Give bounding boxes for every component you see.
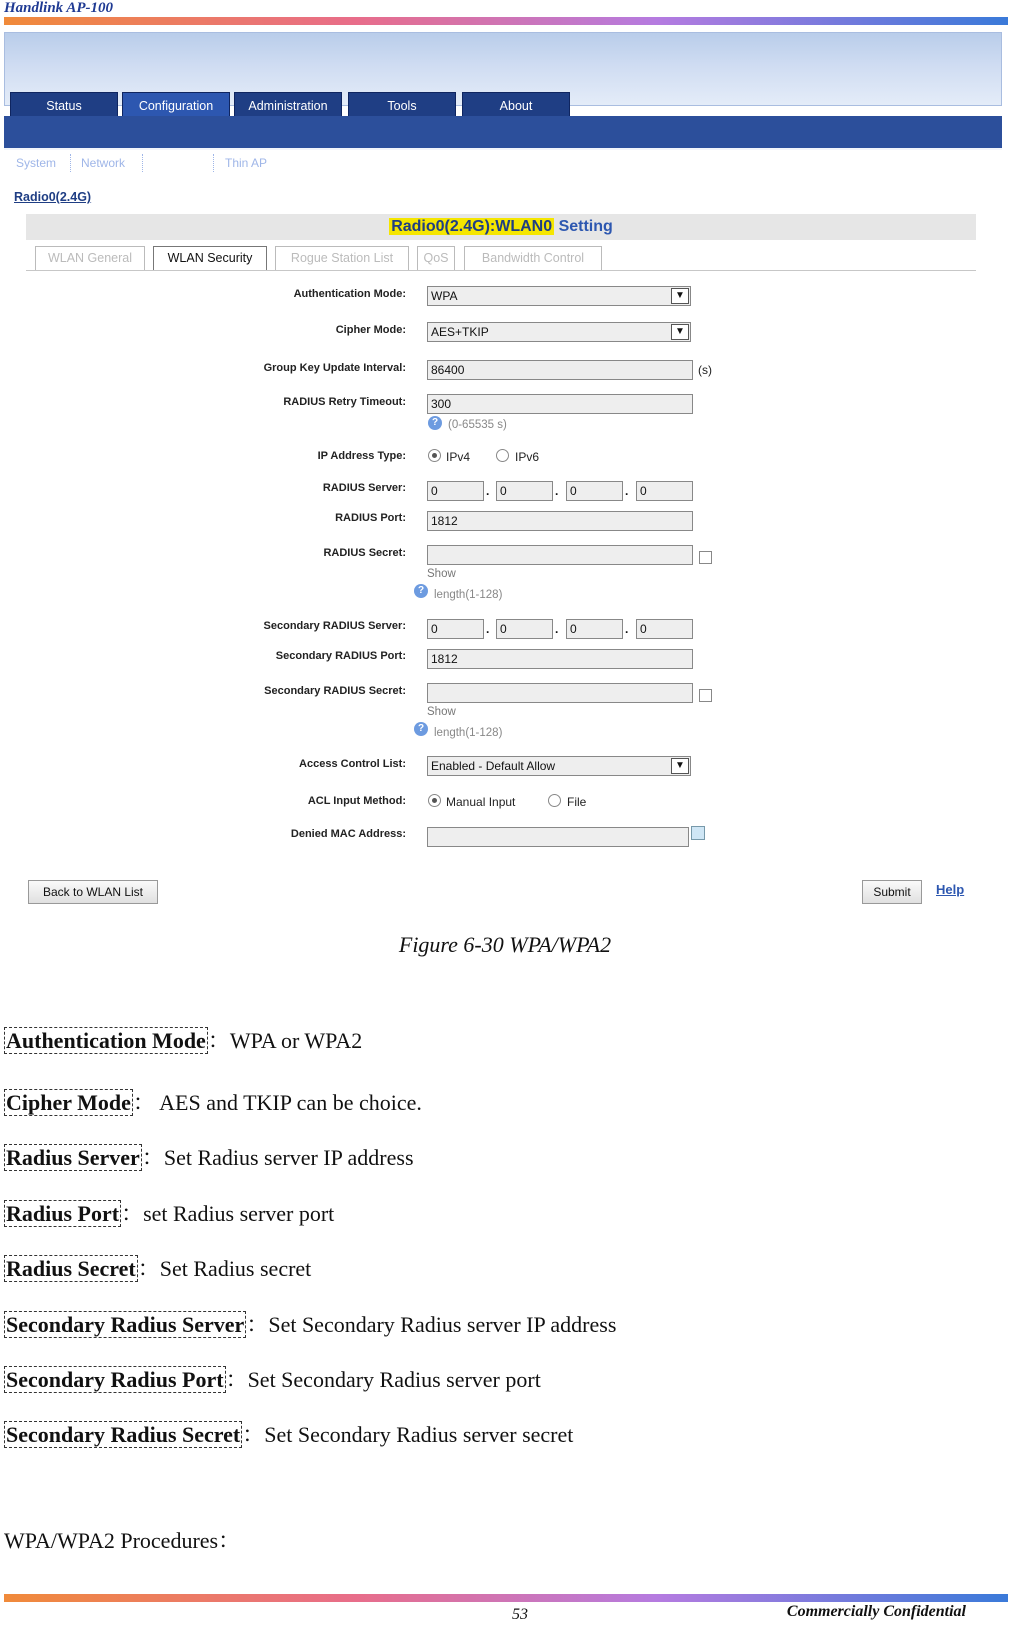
- sec-radius-server-octet-4[interactable]: 0: [636, 619, 693, 639]
- sec-radius-server-octet-2[interactable]: 0: [496, 619, 553, 639]
- definition-term: Secondary Radius Port: [6, 1367, 224, 1392]
- sub-nav: [4, 116, 1002, 148]
- acl-input-method-label: ACL Input Method:: [307, 795, 406, 807]
- group-key-unit: (s): [698, 363, 712, 377]
- chevron-down-icon: ▼: [671, 288, 689, 304]
- help-icon: ?: [414, 722, 428, 736]
- nav-tab-tools[interactable]: Tools: [348, 92, 456, 118]
- back-to-wlan-list-button[interactable]: Back to WLAN List: [28, 880, 158, 904]
- ip-dot: .: [625, 484, 629, 498]
- ip-type-label: IP Address Type:: [317, 450, 406, 462]
- help-link[interactable]: Help: [936, 882, 965, 897]
- sec-radius-server-octet-1[interactable]: 0: [427, 619, 484, 639]
- definition-term: Authentication Mode: [6, 1028, 206, 1053]
- definition-desc: ：Set Secondary Radius server port: [225, 1367, 541, 1392]
- footer-confidential: Commercially Confidential: [786, 1603, 966, 1620]
- acl-select[interactable]: [427, 756, 691, 776]
- sub-nav-wireless[interactable]: Wireless: [153, 156, 203, 170]
- sub-nav-network[interactable]: Network: [81, 156, 126, 170]
- sec-radius-secret-hint: length(1-128): [434, 727, 503, 739]
- chevron-down-icon: ▼: [671, 324, 689, 340]
- manual-input-radio[interactable]: [428, 794, 441, 807]
- help-icon: ?: [428, 416, 442, 430]
- definition-term: Radius Server: [6, 1145, 140, 1170]
- sec-radius-secret-show-checkbox[interactable]: [699, 689, 712, 702]
- definition-row: [4, 1197, 334, 1228]
- definition-desc: ：WPA or WPA2: [207, 1028, 363, 1053]
- tab-divider: [26, 270, 976, 271]
- file-radio[interactable]: [548, 794, 561, 807]
- show-label: Show: [427, 568, 456, 580]
- acl-value: Enabled - Default Allow: [431, 759, 556, 773]
- radius-port-label: RADIUS Port:: [335, 512, 406, 524]
- definition-row: [4, 1024, 362, 1055]
- subtab-bandwidth-control[interactable]: Bandwidth Control: [464, 246, 602, 271]
- breadcrumb-radio[interactable]: Radio0(2.4G): [14, 190, 92, 204]
- sub-nav-separator: [213, 154, 214, 172]
- definition-desc: ：Set Radius server IP address: [141, 1145, 414, 1170]
- panel-title-highlight: Radio0(2.4G):WLAN0: [391, 218, 553, 235]
- ipv6-radio[interactable]: [496, 449, 509, 462]
- sub-nav-system[interactable]: System: [16, 156, 57, 170]
- document-header-title: Handlink AP-100: [4, 0, 114, 16]
- ip-dot: .: [555, 622, 559, 636]
- chevron-down-icon: ▼: [671, 758, 689, 774]
- radius-port-input[interactable]: 1812: [427, 511, 693, 531]
- auth-mode-value: WPA: [431, 289, 458, 303]
- definition-row: [4, 1418, 573, 1449]
- page-number: 53: [512, 1606, 528, 1623]
- radius-server-octet-2[interactable]: 0: [496, 481, 553, 501]
- nav-tab-about[interactable]: About: [462, 92, 570, 118]
- footer-divider-bar: [4, 1594, 1008, 1602]
- radius-server-octet-4[interactable]: 0: [636, 481, 693, 501]
- cipher-mode-value: AES+TKIP: [431, 325, 489, 339]
- cipher-mode-label: Cipher Mode:: [335, 324, 406, 336]
- cipher-mode-select[interactable]: [427, 322, 691, 342]
- show-label: Show: [427, 706, 456, 718]
- definition-term: Radius Secret: [6, 1256, 136, 1281]
- radius-server-label: RADIUS Server:: [322, 482, 406, 494]
- definition-term: Secondary Radius Server: [6, 1312, 245, 1337]
- definition-desc: ：Set Secondary Radius server secret: [242, 1422, 574, 1447]
- radius-server-octet-1[interactable]: 0: [427, 481, 484, 501]
- help-icon: ?: [414, 584, 428, 598]
- definition-desc: ：Set Radius secret: [137, 1256, 312, 1281]
- definition-row: [4, 1252, 311, 1283]
- manual-input-label: Manual Input: [446, 795, 516, 809]
- definition-term: Secondary Radius Secret: [6, 1422, 241, 1447]
- group-key-input[interactable]: 86400: [427, 360, 693, 380]
- sec-radius-port-label: Secondary RADIUS Port:: [275, 650, 406, 662]
- submit-button[interactable]: Submit: [862, 880, 922, 904]
- radius-secret-show-checkbox[interactable]: [699, 551, 712, 564]
- radius-retry-hint: (0-65535 s): [448, 419, 507, 431]
- sec-radius-secret-label: Secondary RADIUS Secret:: [264, 685, 406, 697]
- acl-label: Access Control List:: [299, 758, 406, 770]
- radius-retry-input[interactable]: 300: [427, 394, 693, 414]
- definition-desc: ：Set Secondary Radius server IP address: [246, 1312, 617, 1337]
- file-label: File: [567, 795, 587, 809]
- procedures-heading: WPA/WPA2 Procedures：: [4, 1528, 241, 1553]
- ipv4-label: IPv4: [446, 450, 471, 464]
- nav-tab-status[interactable]: Status: [10, 92, 118, 118]
- sec-radius-server-octet-3[interactable]: 0: [566, 619, 623, 639]
- definition-row: [4, 1141, 414, 1172]
- subtab-qos[interactable]: QoS: [417, 246, 455, 271]
- denied-mac-label: Denied MAC Address:: [290, 828, 406, 840]
- figure-caption: Figure 6-30 WPA/WPA2: [398, 932, 612, 957]
- ipv4-radio[interactable]: [428, 449, 441, 462]
- definition-row: [4, 1363, 541, 1394]
- subtab-rogue-station-list[interactable]: Rogue Station List: [275, 246, 409, 271]
- definition-row: [4, 1086, 422, 1117]
- nav-tab-configuration[interactable]: Configuration: [122, 92, 230, 118]
- radius-secret-hint: length(1-128): [434, 589, 503, 601]
- sub-nav-separator: [70, 154, 71, 172]
- definition-desc: ： AES and TKIP can be choice.: [132, 1090, 422, 1115]
- radius-secret-label: RADIUS Secret:: [323, 547, 406, 559]
- sec-radius-port-input[interactable]: 1812: [427, 649, 693, 669]
- radius-retry-label: RADIUS Retry Timeout:: [283, 396, 406, 408]
- panel-title-rest: Setting: [558, 218, 613, 235]
- header-divider-bar: [4, 17, 1008, 25]
- sec-radius-secret-input[interactable]: [427, 683, 693, 703]
- definition-term: Cipher Mode: [6, 1090, 131, 1115]
- definition-desc: ：set Radius server port: [121, 1201, 335, 1226]
- ipv6-label: IPv6: [515, 450, 540, 464]
- sub-nav-thin-ap[interactable]: Thin AP: [225, 156, 268, 170]
- definition-term: Radius Port: [6, 1201, 120, 1226]
- ip-dot: .: [486, 622, 490, 636]
- sub-nav-separator: [142, 154, 143, 172]
- denied-mac-input[interactable]: [427, 827, 689, 847]
- ip-dot: .: [486, 484, 490, 498]
- radius-secret-input[interactable]: [427, 545, 693, 565]
- nav-tab-administration[interactable]: Administration: [234, 92, 342, 118]
- panel-title: [26, 214, 976, 240]
- definition-row: [4, 1308, 616, 1339]
- group-key-label: Group Key Update Interval:: [263, 362, 406, 374]
- auth-mode-select[interactable]: [427, 286, 691, 306]
- add-mac-icon[interactable]: [691, 826, 705, 840]
- auth-mode-label: Authentication Mode:: [293, 288, 406, 300]
- radius-server-octet-3[interactable]: 0: [566, 481, 623, 501]
- subtab-wlan-general[interactable]: WLAN General: [35, 246, 145, 271]
- sec-radius-server-label: Secondary RADIUS Server:: [263, 620, 406, 632]
- ip-dot: .: [625, 622, 629, 636]
- ip-dot: .: [555, 484, 559, 498]
- subtab-wlan-security[interactable]: WLAN Security: [153, 246, 267, 271]
